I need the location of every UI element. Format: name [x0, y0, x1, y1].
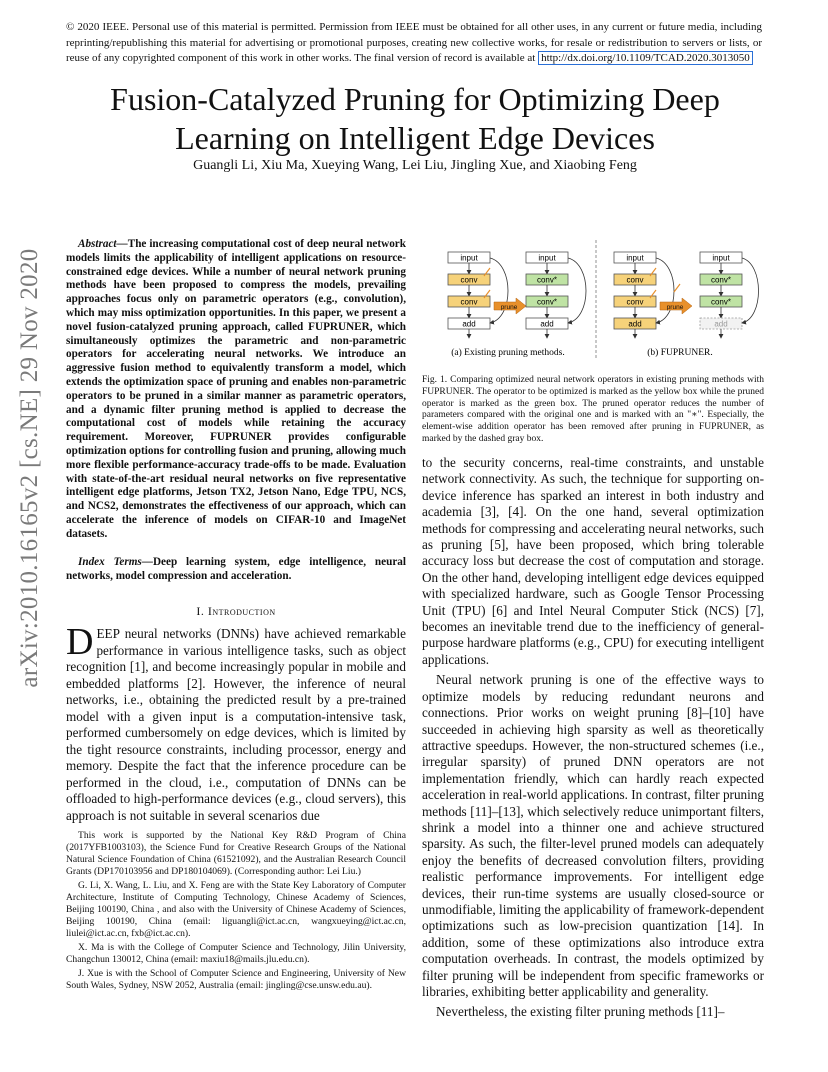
- prune-mark: [674, 284, 680, 292]
- footnote-affiliation-jlu: X. Ma is with the College of Computer Science and Technology, Jilin University, Changchun 130012, China (email: maxiu18@mails.jlu.edu.cn).: [66, 942, 406, 965]
- label-input: input: [460, 253, 478, 263]
- paper-title: Fusion-Catalyzed Pruning for Optimizing Deep Learning on Intelligent Edge Devices: [110, 81, 720, 156]
- footnotes: [66, 830, 406, 994]
- label-conv: conv: [626, 297, 644, 307]
- section-heading-introduction: I. Introduction: [196, 604, 276, 618]
- figure-1: [418, 238, 768, 362]
- label-add: add: [540, 319, 554, 329]
- label-add: add: [462, 319, 476, 329]
- label-conv-pruned: conv*: [710, 275, 732, 285]
- label-conv-pruned: conv*: [536, 275, 558, 285]
- paragraph: to the security concerns, real-time constraints, and unstable network connectivity. As such, the technique for supporting on-device inference has sparked an interest in both industry and academia [3], [4]. On the one hand, several optimization methods for compressing and accelerating neural networks, such as pruning [5], have been proposed, which bring tolerable accuracy loss but decrease the cost of computation and storage. On the other hand, developing intelligent edge devices equipped with specialized hardware, such as Google Tensor Processing Unit (TPU) [6] and Intel Neural Computer Stick (NCS) [7], becomes an inevitable trend due to the inefficiency of general-purpose hardware platforms (e.g., CPU) for executing intelligent applications.: [422, 455, 764, 667]
- copyright-text: © 2020 IEEE. Personal use of this material is permitted. Permission from IEEE must be obtained for all other uses, in any current or future media, including reprinting/republishing this material for advertising or promotional purposes, creating new collective works, for resale or redistribution to servers or lists, or reuse of any copyrighted component of this work in other works. The final version of record is available at: [66, 21, 762, 64]
- index-terms-label: Index Terms—: [78, 556, 153, 568]
- label-conv: conv: [460, 275, 478, 285]
- chain-b-pruned: [700, 252, 759, 338]
- paragraph: Nevertheless, the existing filter pruning methods [11]–: [436, 1004, 725, 1020]
- label-prune: prune: [500, 304, 518, 311]
- author-list: Guangli Li, Xiu Ma, Xueying Wang, Lei Liu, Jingling Xue, and Xiaobing Feng: [193, 158, 637, 173]
- index-terms-text: Deep learning system, edge intelligence, neural networks, model compression and acceleration.: [66, 556, 406, 582]
- figure-caption: Fig. 1. Comparing optimized neural network operators in existing pruning methods with FUPRUNER. The operator to be optimized is marked as the yellow box while the pruned operator is marked as the green box. The pruned operator reduces the number of parameters compared with the original one and is marked with an "∗". Especially, the element-wise addition operator has been removed after pruning in FUPRUNER, as marked by the dashed gray box.: [422, 375, 764, 444]
- abstract: [66, 238, 406, 542]
- footnote-funding: This work is supported by the National Key R&D Program of China (2017YFB1003103), the Science Fund for Creative Research Groups of the National Natural Science Foundation of China (61521092), and the Australian Research Council Grants (DP170103956 and DP180104069). (Corresponding author: Lei Liu.): [66, 830, 406, 877]
- paragraph: Neural network pruning is one of the effective ways to optimize models by reducing redundant neurons and connections. Prior works on weight pruning [8]–[10] have succeeded in achieving high sparsity as well as theoretically attractive speedups. However, the non-structured schemes (i.e., irregular sparsity) of pruned DNN operators are not implementation friendly, which can hardly reach expected acceleration in real-world applications. In contrast, filter pruning methods [11]–[13], which selectively reduce unimportant filters, shrink a model into a thinner one and achieve structured sparsity. As such, the filter-level pruned models can adequately enjoy the benefits of decreased convolution filters, providing realistic performance improvements. For intelligent edge devices, their run-time systems are usually closed-source or unmodifiable, limiting the applicability of framework-dependent optimizations such as low-precision quantization [14]. In addition, some of these optimizations also introduce extra computation overheads. In contrast, the models optimized by filter pruning will be independent from specific frameworks or libraries, exhibiting better applicability and generality.: [422, 672, 764, 999]
- abstract-label: Abstract—: [78, 238, 128, 250]
- subcaption-a: (a) Existing pruning methods.: [451, 348, 565, 358]
- label-conv-pruned: conv*: [536, 297, 558, 307]
- footnote-affiliation-ict: G. Li, X. Wang, L. Liu, and X. Feng are with the State Key Laboratory of Computer Architecture, Institute of Computing Technology, Chinese Academy of Sciences, Beijing 100190, China , and also with the University of Chinese Academy of Sciences, Beijing 100190, China (email: liguangli@ict.ac.cn, wangxueying@ict.ac.cn, liulei@ict.ac.cn, fxb@ict.ac.cn).: [66, 880, 406, 939]
- introduction-paragraph: [66, 621, 406, 824]
- label-add-removed: add: [714, 319, 728, 329]
- label-add: add: [628, 319, 642, 329]
- label-input: input: [626, 253, 644, 263]
- figure-diagram: [418, 238, 768, 362]
- prune-arrow-b: [660, 298, 692, 314]
- arxiv-sidebar: [4, 248, 56, 688]
- label-conv: conv: [460, 297, 478, 307]
- chain-a-pruned: [526, 252, 586, 338]
- arxiv-identifier: arXiv:2010.16165v2 [cs.NE] 29 Nov 2020: [16, 248, 43, 688]
- doi-link[interactable]: http://dx.doi.org/10.1109/TCAD.2020.3013050: [538, 51, 753, 65]
- label-input: input: [538, 253, 556, 263]
- chain-b-original: [614, 252, 680, 338]
- subcaption-b: (b) FUPRUNER.: [647, 348, 713, 358]
- label-conv-pruned: conv*: [710, 297, 732, 307]
- prune-arrow-a: [494, 298, 526, 314]
- label-conv: conv: [626, 275, 644, 285]
- dropcap: D: [66, 621, 94, 663]
- abstract-text: The increasing computational cost of deep neural network models limits the applicability of intelligent applications on resource-constrained edge devices. While a number of neural network pruning methods have been proposed to compress the models, prevailing approaches focus only on parametric operators (e.g., convolution), which may miss optimization opportunities. In this paper, we present a novel fusion-catalyzed pruning approach, called FUPRUNER, which simultaneously optimizes the parametric and non-parametric operators for accelerating neural networks. We introduce an aggressive fusion method to equivalently transform a model, which extends the optimization space of pruning and enables non-parametric operators to be pruned in a similar manner as parametric operators, and a dynamic filter pruning method is applied to decrease the computational cost of models while retaining the accuracy requirement. Moreover, FUPRUNER provides configurable optimization options for controlling fusion and pruning, allowing much more flexible performance-accuracy trade-offs to be made. Evaluation with state-of-the-art residual neural networks on five representative intelligent edge platforms, Jetson TX2, Jetson Nano, Edge TPU, NCS, and NCS2, demonstrates the effectiveness of our approach, which can accelerate the inference of models on CIFAR-10 and ImageNet datasets.: [66, 238, 406, 540]
- copyright-notice: [66, 20, 762, 67]
- right-column-text: [422, 455, 764, 1025]
- footnote-affiliation-unsw: J. Xue is with the School of Computer Science and Engineering, University of New South Wales, Sydney, NSW 2052, Australia (email: jingling@cse.unsw.edu.au).: [66, 968, 406, 991]
- introduction-text: EEP neural networks (DNNs) have achieved remarkable performance in various intelligence tasks, such as object recognition [1], and become increasingly popular in mobile and embedded platforms [2]. However, the inference of neural networks, i.e., obtaining the predicted result by a pre-trained model with a given input is a computation-intensive task, performed cumbersomely on edge devices, which is limited by the tight resource constraints, including processor, energy and memory. Despite the fact that the inference procedure can be performed in the cloud, i.e., computation of DNNs can be offloaded to high-performance devices (e.g., cloud servers), this approach is not suitable in several scenarios due: [66, 626, 406, 823]
- chain-a-original: [448, 252, 508, 338]
- label-prune: prune: [666, 304, 684, 311]
- label-input: input: [712, 253, 730, 263]
- index-terms: [66, 556, 406, 584]
